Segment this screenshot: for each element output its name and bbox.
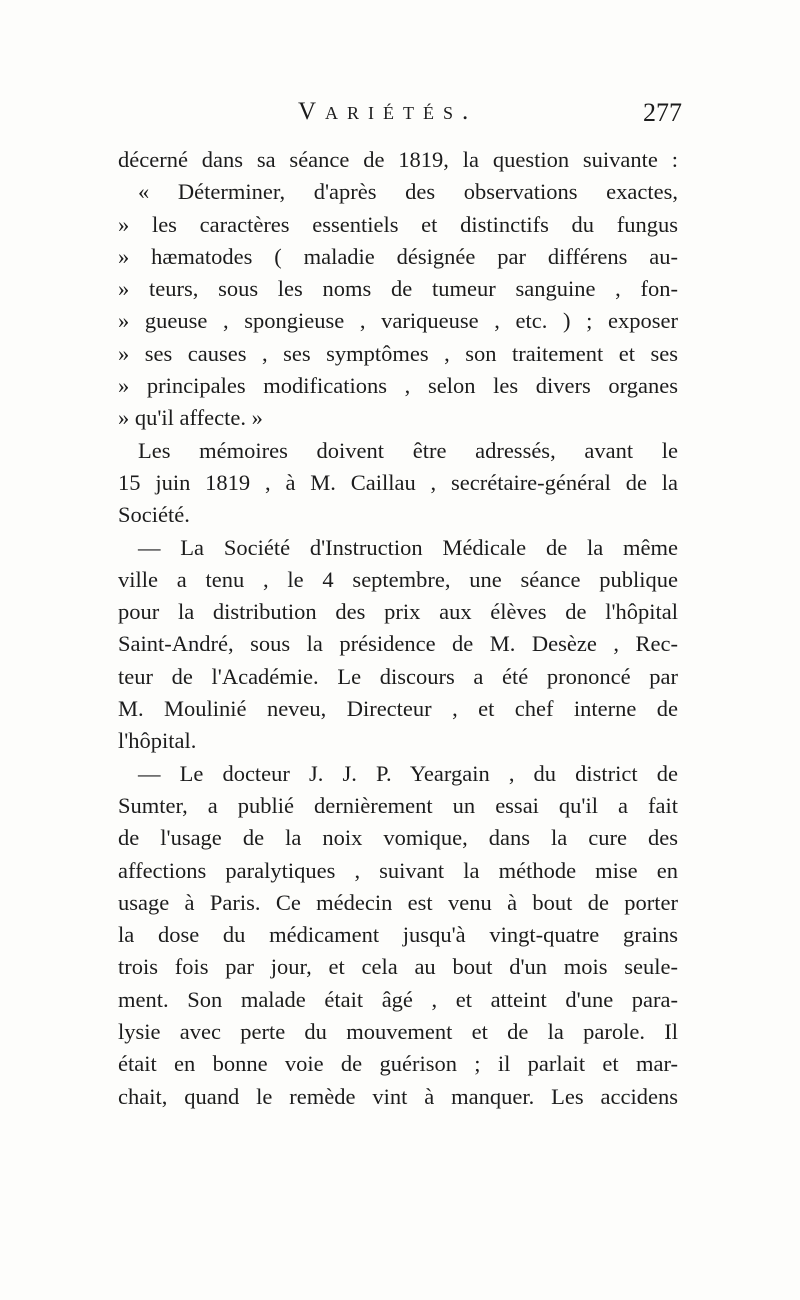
page-number: 277 [643,98,682,127]
text-line: Les mémoires doivent être adressés, avant le [138,437,678,463]
text-line: — Le docteur J. J. P. Yeargain , du district de [138,760,678,786]
text-line: teur de l'Académie. Le discours a été prononcé par [118,663,678,689]
text-line: affections paralytiques , suivant la méthode mise en [118,857,678,883]
text-line: trois fois par jour, et cela au bout d'un mois seule- [118,954,678,980]
text-line: Sumter, a publié dernièrement un essai qu'il a fait [118,792,678,818]
running-head [118,98,688,134]
text-line: » les caractères essentiels et distinctifs du fungus [118,211,678,237]
text-line: chait, quand le remède vint à manquer. Les accidens [118,1083,678,1109]
text-line: usage à Paris. Ce médecin est venu à bout de porter [118,889,678,915]
text-line: lysie avec perte du mouvement et de la parole. Il [118,1019,678,1045]
text-line: était en bonne voie de guérison ; il parlait et mar- [118,1051,678,1077]
text-line: — La Société d'Instruction Médicale de la même [138,534,678,560]
text-line: la dose du médicament jusqu'à vingt-quatre grains [118,922,678,948]
section-title: Variétés. [298,98,478,125]
text-line: « Déterminer, d'après des observations exactes, [138,179,678,205]
text-line: décerné dans sa séance de 1819, la question suivante : [118,147,678,172]
text-line: » qu'il affecte. » [118,405,263,431]
text-line: Société. [118,502,190,528]
text-line: l'hôpital. [118,728,197,754]
text-line: » gueuse , spongieuse , variqueuse , etc. ) ; exposer [118,308,678,334]
text-line: » principales modifications , selon les divers organes [118,373,678,399]
text-line: » ses causes , ses symptômes , son traitement et ses [118,340,678,366]
text-line: pour la distribution des prix aux élèves de l'hôpital [118,599,678,625]
text-line: 15 juin 1819 , à M. Caillau , secrétaire-général de la [118,469,678,495]
text-line: M. Moulinié neveu, Directeur , et chef interne de [118,696,678,722]
text-line: ville a tenu , le 4 septembre, une séance publique [118,566,678,592]
text-line: Saint-André, sous la présidence de M. Desèze , Rec- [118,631,678,657]
text-line: » hæmatodes ( maladie désignée par différens au- [118,243,678,269]
text-line: » teurs, sous les noms de tumeur sanguine , fon- [118,276,678,302]
text-line: de l'usage de la noix vomique, dans la cure des [118,825,678,851]
body-text [118,144,678,1113]
text-line: ment. Son malade était âgé , et atteint d'une para- [118,986,678,1012]
